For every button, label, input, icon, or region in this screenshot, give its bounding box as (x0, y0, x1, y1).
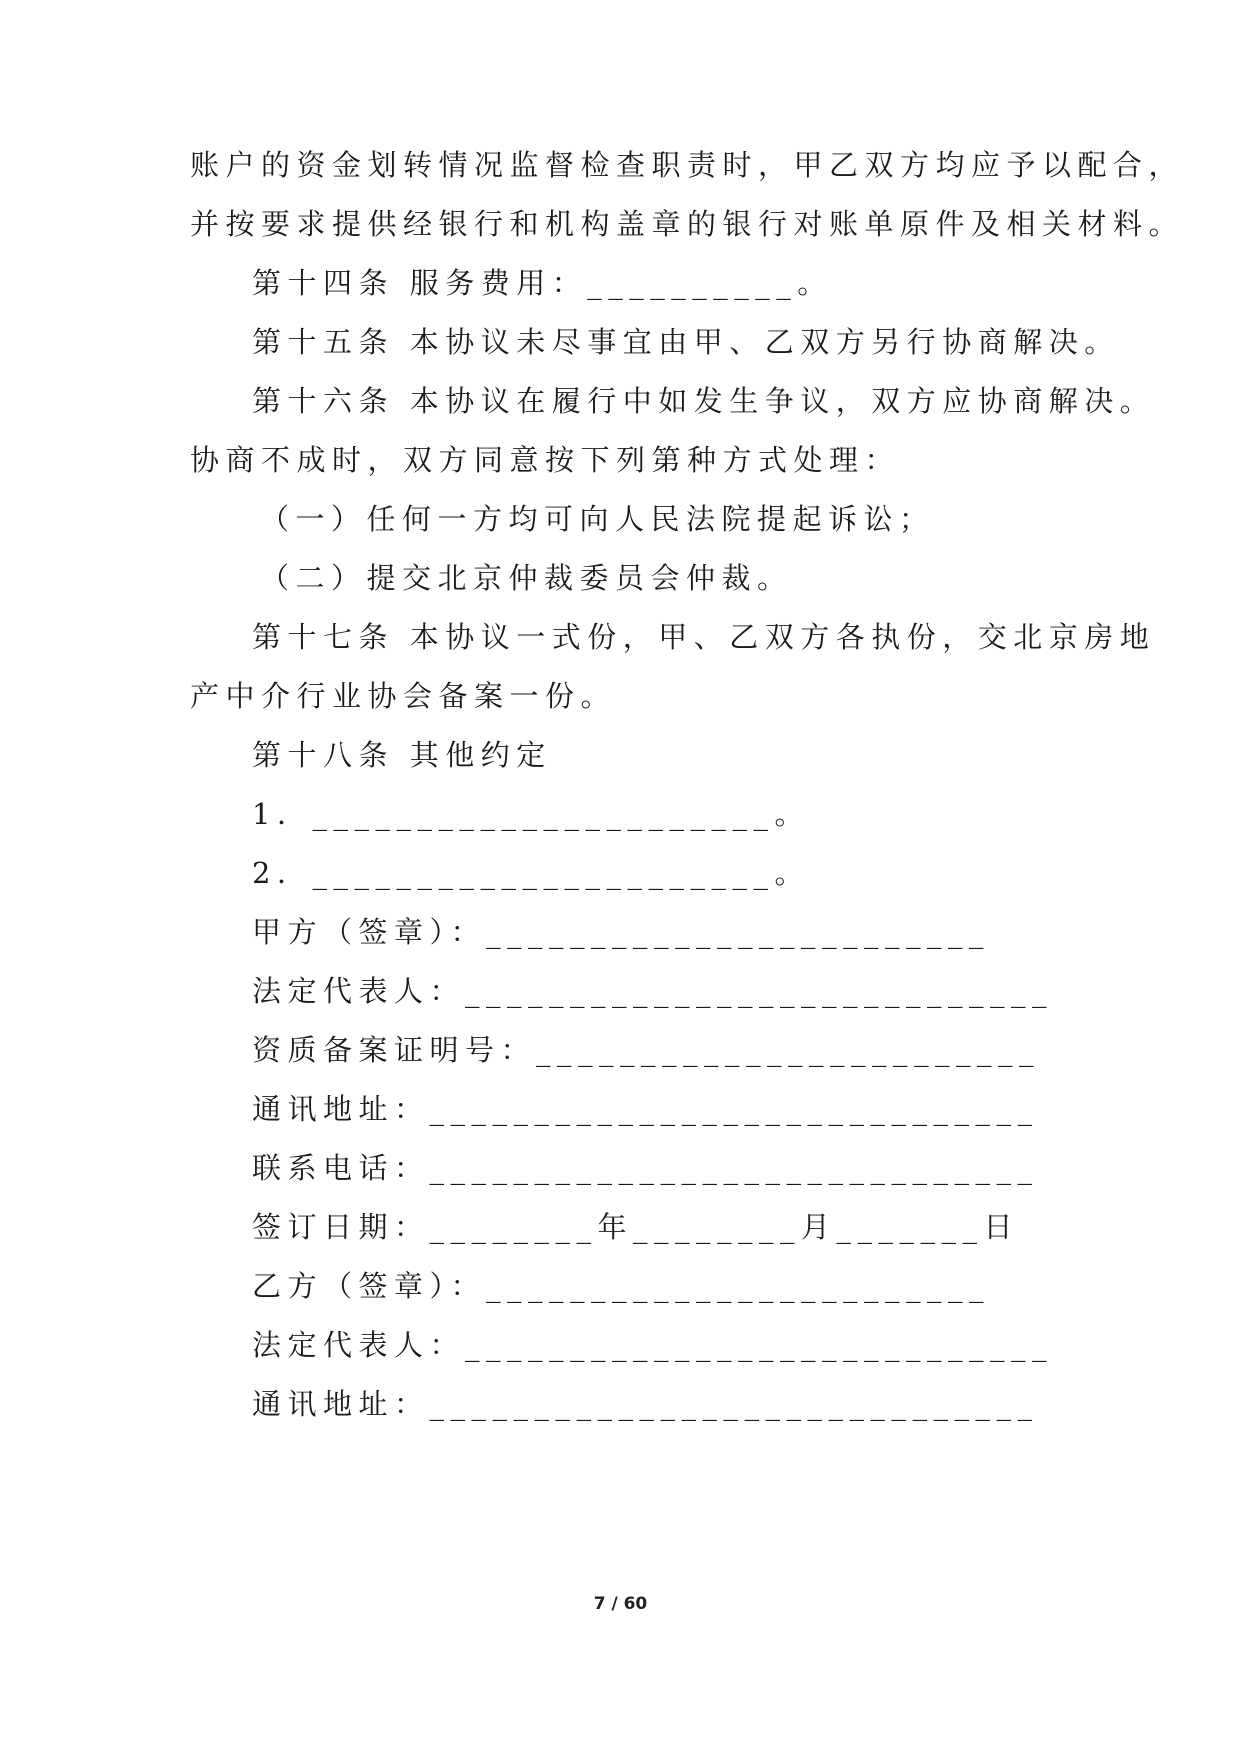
article-17: 第十七条 本协议一式份，甲、乙双方各执份，交北京房地 (252, 620, 1156, 654)
party-a-phone-field: 联系电话：_____________________________ (252, 1151, 1039, 1185)
article-14-service-fee: 第十四条 服务费用：__________。 (252, 266, 833, 300)
party-a-legal-representative-field: 法定代表人：____________________________ (252, 974, 1054, 1008)
party-b-address-field: 通讯地址：_____________________________ (252, 1387, 1039, 1421)
other-agreement-item-1: 1．______________________。 (252, 797, 810, 831)
body-text-line: 并按要求提供经银行和机构盖章的银行对账单原件及相关材料。 (190, 207, 1185, 241)
party-a-signature-field: 甲方（签章）：________________________ (252, 915, 991, 949)
other-agreement-item-2: 2．______________________。 (252, 856, 810, 890)
signing-date-field: 签订日期：________年________月_______日 (252, 1210, 1020, 1244)
article-15: 第十五条 本协议未尽事宜由甲、乙双方另行协商解决。 (252, 325, 1120, 359)
option-two: （二）提交北京仲裁委员会仲裁。 (260, 561, 793, 595)
party-b-legal-representative-field: 法定代表人：____________________________ (252, 1328, 1054, 1362)
page-number: 7 / 60 (593, 1594, 648, 1614)
body-text-line: 协商不成时，双方同意按下列第种方式处理： (190, 443, 901, 477)
party-b-signature-field: 乙方（签章）：________________________ (252, 1269, 991, 1303)
article-18: 第十八条 其他约定 (252, 738, 552, 772)
body-text-line: 账户的资金划转情况监督检查职责时，甲乙双方均应予以配合， (190, 148, 1185, 182)
body-text-line: 产中介行业协会备案一份。 (190, 679, 617, 713)
party-a-address-field: 通讯地址：_____________________________ (252, 1092, 1039, 1126)
party-a-qualification-number-field: 资质备案证明号：________________________ (252, 1033, 1041, 1067)
article-16: 第十六条 本协议在履行中如发生争议，双方应协商解决。 (252, 384, 1156, 418)
option-one: （一）任何一方均可向人民法院提起诉讼； (260, 502, 935, 536)
